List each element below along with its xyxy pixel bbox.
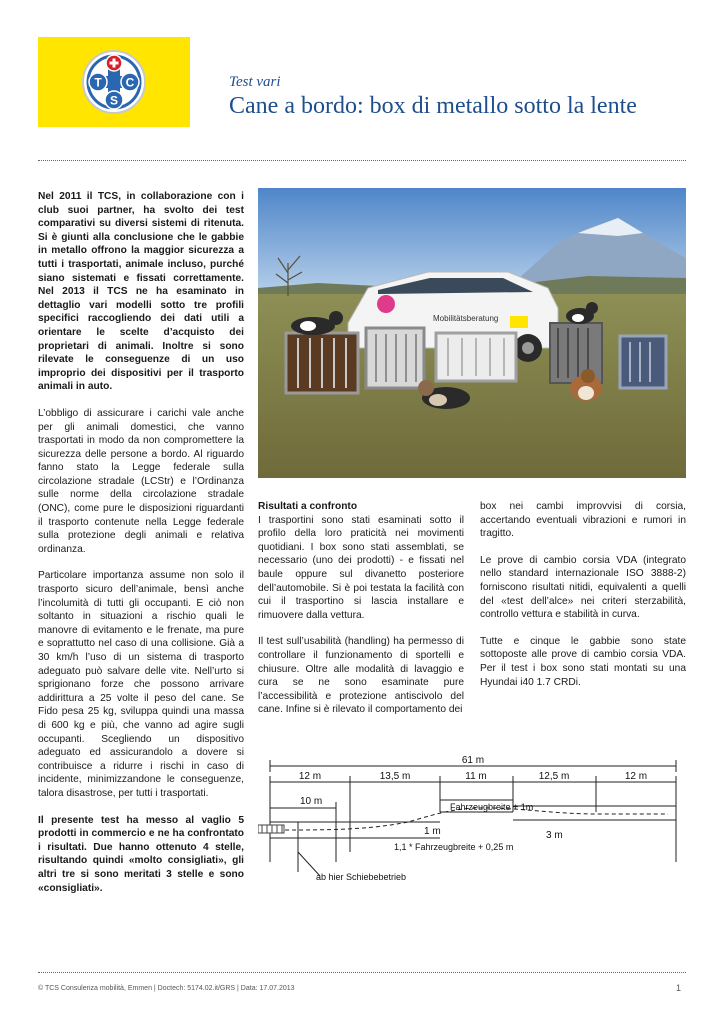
upper-lane-label: Fahrzeugbreite + 1m	[450, 802, 534, 812]
footer-info: © TCS Consulenza mobilità, Emmen | Doctech: 5174.02.it/GRS | Data: 17.07.2013	[38, 985, 295, 992]
right-paragraph-1: box nei cambi improvvisi di corsia, accertando eventuali vibrazioni e rumori in tragitto.	[480, 501, 686, 540]
total-length-label: 61 m	[461, 755, 485, 766]
entry-length-label: 10 m	[300, 796, 323, 807]
intro-paragraph: Nel 2011 il TCS, in collaborazione con i club suoi partner, ha svolto dei test comparativi su diversi sistemi di ritenuta. Si è giunti alla conclusione che le gabbie in metallo offrono la maggior sicurezza a tutti i trasportati, animale incluso, purché siano sistemati e fissati correttamente. Nel 2013 il TCS ne ha esaminato in dettaglio vari modelli sotto tre profili specifici raccogliendo dei dati utili a orientare le scelte d’acquisto dei proprietari di animali. Inoltre si sono rilevate le conseguenze di un uso improprio dei dispositivi per il trasporto animali in auto.	[38, 191, 244, 393]
crate-2	[366, 328, 424, 388]
left-paragraph-2: Particolare importanza assume non solo il trasporto sicuro dell’animale, bensì anche l’incolumità di tutti gli occupanti. E ciò non soltanto in situazioni a rischio quali le manovre di evitamento e le frenate, ma pure e soprattutto nel caso di una collisione. Già a 30 km/h l’uso di un sistema di trasporto adeguato può salvare delle vite. Nell’urto si sprigionano forze che possono arrivare addirittura a 25 volte il peso del cane. Se Fido pesa 25 kg, sviluppa quindi una massa di 600 kg e più, che vanno ad agire sugli occupanti. Scegliendo un dispositivo adeguato ed assicurandolo a dovere si contribuisce a ridurre i rischi in caso di incidente, minimizzandone le conseguenze, talora disastrose, per tutti i trasportati.	[38, 570, 244, 799]
right-column	[480, 500, 686, 702]
bottom-dotted-rule	[38, 972, 686, 973]
right-paragraph-3: Tutte e cinque le gabbie sono state sottoposte alle prove di cambio corsia VDA. Per il test i box sono stati montati su una Hyundai i40 1.7 CRDi.	[480, 635, 686, 688]
tcs-logo-panel	[38, 37, 190, 127]
logo-letter-s: S	[109, 93, 119, 108]
crate-3	[436, 333, 516, 381]
car-door-text: Mobilitätsberatung	[433, 314, 499, 323]
section-kicker: Test vari	[229, 74, 281, 90]
segment-5-label: 12 m	[624, 771, 648, 782]
segment-4-label: 12,5 m	[538, 771, 570, 782]
page-title: Cane a bordo: box di metallo sotto la lente	[229, 93, 637, 119]
left-paragraph-1: L’obbligo di assicurare i carichi vale anche per gli animali domestici, che vanno trasportati in modo da non compromettere la sicurezza delle persone a bordo. Al riguardo fanno stato la Legge federale sulla circolazione stradale (LCStr) e l’Ordinanza sulle norme della circolazione stradale (ONC), come pure le disposizioni riguardanti il trasporto contenute nella Legge federale sulla protezione degli animali e relativa ordinanza.	[38, 407, 244, 555]
middle-paragraph-1: I trasportini sono stati esaminati sotto il profilo della loro praticità nei movimenti quotidiani. I box sono stati assemblati, se necessario (uno dei prodotti) - e fissati nel baule oppure sul divanetto posteriore dell’automobile. Si è poi testata la facilità con cui il trasportino si lascia installare e rimuovere dalla vettura.	[258, 514, 464, 621]
segment-3-label: 11 m	[465, 771, 487, 782]
top-dotted-rule	[38, 160, 686, 161]
crate-1	[286, 333, 358, 393]
lower-lane-label: 1,1 * Fahrzeugbreite + 0,25 m	[394, 842, 514, 852]
tcs-logo	[74, 49, 154, 115]
lane-change-diagram	[258, 752, 686, 884]
middle-paragraph-2: Il test sull’usabilità (handling) ha permesso di controllare il funzionamento di sportelli e chiusure. Oltre alle modalità di lavaggio e cura se ne sono esaminate pure l’accessibilità e protezione antiscivolo del cane. Infine si è rilevato il comportamento dei	[258, 636, 464, 716]
dog-crates-photo	[258, 188, 686, 478]
segment-2-label: 13,5 m	[379, 771, 411, 782]
left-column	[38, 190, 244, 908]
logo-letter-c: C	[125, 75, 135, 90]
conclusion-paragraph: Il presente test ha messo al vaglio 5 prodotti in commercio e ne ha confrontato i risultati. Due hanno ottenuto 4 stelle, risultando quindi «molto consigliati», gli altri tre si sono meritati 3 stelle e sono «consigliati».	[38, 814, 244, 894]
offset-2-label: 3 m	[546, 830, 563, 841]
logo-letter-t: T	[94, 75, 102, 90]
segment-1-label: 12 m	[298, 771, 322, 782]
page-number: 1	[676, 983, 682, 993]
results-subheading: Risultati a confronto	[258, 501, 358, 512]
middle-column	[258, 500, 464, 730]
offset-1-label: 1 m	[424, 826, 441, 837]
right-paragraph-2: Le prove di cambio corsia VDA (integrato nello standard internazionale ISO 3888-2) forniscono risultati nitidi, equivalenti a quelli del «test dell’alce» nei criteri sterzabilità, controllo vettura e stabilità in curva.	[480, 554, 686, 621]
crate-5	[620, 336, 666, 388]
start-note: ab hier Schiebebetrieb	[316, 872, 407, 882]
